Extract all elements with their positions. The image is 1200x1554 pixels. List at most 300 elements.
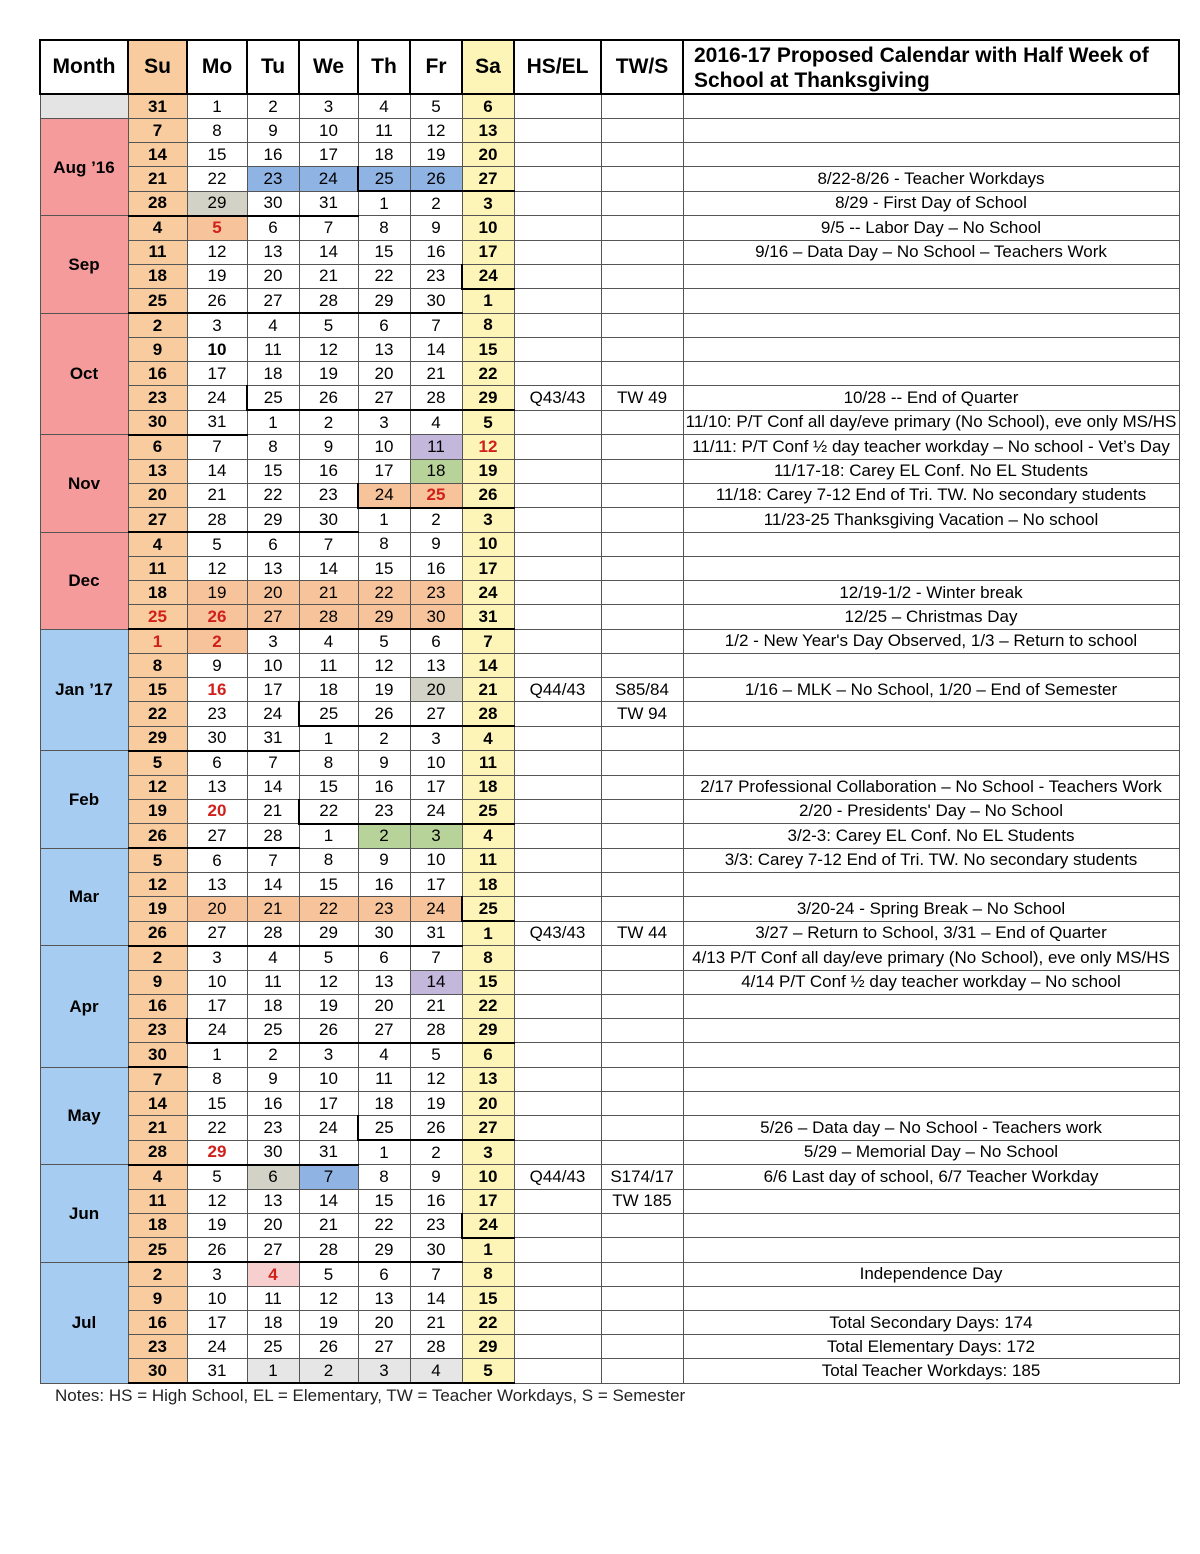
hs-el-cell <box>514 508 601 533</box>
month-label: Jun <box>40 1165 128 1263</box>
day-cell-tuesday: 23 <box>247 167 299 192</box>
day-cell-sunday: 15 <box>128 678 187 702</box>
hs-el-cell <box>514 362 601 386</box>
day-cell-monday: 8 <box>187 119 247 143</box>
day-cell-tuesday: 22 <box>247 483 299 508</box>
hs-el-cell <box>514 605 601 630</box>
event-note: 2/17 Professional Collaboration – No School - Teachers Work <box>683 775 1179 799</box>
day-cell-tuesday: 6 <box>247 1165 299 1190</box>
day-cell-sunday: 16 <box>128 994 187 1018</box>
day-cell-friday: 30 <box>410 1238 462 1263</box>
day-cell-thursday: 19 <box>358 678 410 702</box>
day-cell-sunday: 5 <box>128 848 187 873</box>
day-cell-sunday: 22 <box>128 702 187 727</box>
day-cell-tuesday: 20 <box>247 1213 299 1238</box>
tw-s-cell <box>601 410 683 435</box>
day-cell-wednesday: 18 <box>299 678 358 702</box>
day-cell-saturday: 5 <box>462 1359 514 1384</box>
month-label: Jul <box>40 1262 128 1383</box>
tw-s-cell <box>601 264 683 289</box>
day-cell-thursday: 1 <box>358 508 410 533</box>
week-row <box>40 1165 1179 1190</box>
day-cell-tuesday: 14 <box>247 873 299 897</box>
day-cell-saturday: 22 <box>462 994 514 1018</box>
day-cell-thursday: 17 <box>358 459 410 483</box>
day-cell-friday: 14 <box>410 338 462 362</box>
day-cell-tuesday: 29 <box>247 508 299 533</box>
day-cell-sunday: 23 <box>128 1018 187 1043</box>
day-cell-monday: 29 <box>187 1140 247 1165</box>
day-cell-sunday: 2 <box>128 313 187 338</box>
day-cell-sunday: 4 <box>128 532 187 557</box>
event-note <box>683 1092 1179 1116</box>
week-row <box>40 1092 1179 1116</box>
day-cell-tuesday: 4 <box>247 313 299 338</box>
event-note: 10/28 -- End of Quarter <box>683 386 1179 411</box>
day-cell-friday: 7 <box>410 946 462 971</box>
day-cell-tuesday: 13 <box>247 240 299 264</box>
day-cell-saturday: 20 <box>462 143 514 167</box>
day-cell-sunday: 14 <box>128 1092 187 1116</box>
month-label: Dec <box>40 532 128 629</box>
header-sunday: Su <box>128 40 187 94</box>
day-cell-monday: 1 <box>187 94 247 119</box>
footnote: Notes: HS = High School, EL = Elementary, TW = Teacher Workdays, S = Semester <box>55 1386 686 1405</box>
hs-el-cell <box>514 654 601 678</box>
day-cell-friday: 30 <box>410 289 462 314</box>
day-cell-wednesday: 3 <box>299 94 358 119</box>
week-row <box>40 1238 1179 1263</box>
hs-el-cell <box>514 824 601 849</box>
day-cell-saturday: 10 <box>462 216 514 241</box>
day-cell-thursday: 20 <box>358 1311 410 1335</box>
day-cell-monday: 24 <box>187 1335 247 1359</box>
day-cell-tuesday: 28 <box>247 824 299 849</box>
day-cell-monday: 30 <box>187 726 247 751</box>
week-row <box>40 557 1179 581</box>
event-note <box>683 119 1179 143</box>
day-cell-saturday: 8 <box>462 946 514 971</box>
tw-s-cell <box>601 313 683 338</box>
day-cell-wednesday: 23 <box>299 483 358 508</box>
day-cell-wednesday: 26 <box>299 386 358 411</box>
day-cell-friday: 10 <box>410 751 462 776</box>
day-cell-sunday: 4 <box>128 216 187 241</box>
day-cell-friday: 12 <box>410 119 462 143</box>
day-cell-friday: 5 <box>410 1043 462 1068</box>
day-cell-friday: 3 <box>410 824 462 849</box>
day-cell-thursday: 29 <box>358 289 410 314</box>
tw-s-cell <box>601 629 683 654</box>
day-cell-thursday: 25 <box>358 1116 410 1141</box>
day-cell-wednesday: 9 <box>299 435 358 460</box>
day-cell-wednesday: 12 <box>299 970 358 994</box>
day-cell-wednesday: 8 <box>299 751 358 776</box>
day-cell-tuesday: 27 <box>247 289 299 314</box>
day-cell-friday: 24 <box>410 799 462 824</box>
day-cell-thursday: 9 <box>358 751 410 776</box>
month-label: Aug ’16 <box>40 119 128 216</box>
day-cell-saturday: 4 <box>462 824 514 849</box>
week-row <box>40 435 1179 460</box>
tw-s-cell <box>601 483 683 508</box>
hs-el-cell <box>514 775 601 799</box>
tw-s-cell <box>601 143 683 167</box>
event-note <box>683 1238 1179 1263</box>
event-note: 9/5 -- Labor Day – No School <box>683 216 1179 241</box>
week-row <box>40 362 1179 386</box>
tw-s-cell <box>601 605 683 630</box>
week-row <box>40 289 1179 314</box>
hs-el-cell <box>514 994 601 1018</box>
week-row <box>40 1067 1179 1092</box>
day-cell-friday: 19 <box>410 143 462 167</box>
day-cell-friday: 3 <box>410 726 462 751</box>
month-label: Apr <box>40 946 128 1068</box>
week-row <box>40 167 1179 192</box>
week-row <box>40 994 1179 1018</box>
day-cell-wednesday: 29 <box>299 921 358 946</box>
month-label: Oct <box>40 313 128 435</box>
day-cell-friday: 2 <box>410 508 462 533</box>
week-row <box>40 1116 1179 1141</box>
day-cell-saturday: 15 <box>462 338 514 362</box>
day-cell-sunday: 18 <box>128 264 187 289</box>
day-cell-tuesday: 27 <box>247 605 299 630</box>
header-friday: Fr <box>410 40 462 94</box>
day-cell-tuesday: 24 <box>247 702 299 727</box>
day-cell-tuesday: 18 <box>247 362 299 386</box>
day-cell-sunday: 21 <box>128 1116 187 1141</box>
week-row <box>40 191 1179 216</box>
day-cell-monday: 15 <box>187 143 247 167</box>
day-cell-tuesday: 6 <box>247 532 299 557</box>
day-cell-sunday: 25 <box>128 605 187 630</box>
hs-el-cell <box>514 1092 601 1116</box>
hs-el-cell <box>514 1262 601 1287</box>
day-cell-monday: 26 <box>187 605 247 630</box>
day-cell-thursday: 15 <box>358 557 410 581</box>
week-row <box>40 1359 1179 1384</box>
day-cell-friday: 7 <box>410 313 462 338</box>
event-note <box>683 94 1179 119</box>
day-cell-tuesday: 30 <box>247 1140 299 1165</box>
week-row <box>40 532 1179 557</box>
day-cell-monday: 12 <box>187 1189 247 1213</box>
day-cell-monday: 3 <box>187 1262 247 1287</box>
hs-el-cell <box>514 459 601 483</box>
tw-s-cell <box>601 654 683 678</box>
day-cell-friday: 16 <box>410 557 462 581</box>
tw-s-cell <box>601 994 683 1018</box>
day-cell-tuesday: 1 <box>247 410 299 435</box>
week-row <box>40 799 1179 824</box>
day-cell-sunday: 7 <box>128 119 187 143</box>
tw-s-cell <box>601 191 683 216</box>
week-row <box>40 848 1179 873</box>
day-cell-wednesday: 2 <box>299 410 358 435</box>
day-cell-tuesday: 18 <box>247 994 299 1018</box>
day-cell-wednesday: 12 <box>299 1287 358 1311</box>
day-cell-sunday: 29 <box>128 726 187 751</box>
calendar-body <box>40 94 1179 1383</box>
hs-el-cell <box>514 532 601 557</box>
event-note: 11/10: P/T Conf all day/eve primary (No School), eve only MS/HS <box>683 410 1179 435</box>
day-cell-wednesday: 1 <box>299 824 358 849</box>
week-row <box>40 386 1179 411</box>
week-row <box>40 1140 1179 1165</box>
event-note: 12/25 – Christmas Day <box>683 605 1179 630</box>
day-cell-thursday: 6 <box>358 946 410 971</box>
hs-el-cell <box>514 557 601 581</box>
day-cell-saturday: 6 <box>462 94 514 119</box>
day-cell-thursday: 2 <box>358 726 410 751</box>
tw-s-cell <box>601 1067 683 1092</box>
event-note: 5/26 – Data day – No School - Teachers work <box>683 1116 1179 1141</box>
day-cell-monday: 12 <box>187 557 247 581</box>
day-cell-thursday: 22 <box>358 264 410 289</box>
tw-s-cell <box>601 1116 683 1141</box>
week-row <box>40 459 1179 483</box>
week-row <box>40 702 1179 727</box>
day-cell-saturday: 29 <box>462 1018 514 1043</box>
day-cell-wednesday: 7 <box>299 1165 358 1190</box>
hs-el-cell <box>514 240 601 264</box>
calendar-table <box>39 39 1180 1384</box>
day-cell-thursday: 20 <box>358 362 410 386</box>
day-cell-saturday: 15 <box>462 970 514 994</box>
event-note: 3/3: Carey 7-12 End of Tri. TW. No secondary students <box>683 848 1179 873</box>
event-note: 1/16 – MLK – No School, 1/20 – End of Semester <box>683 678 1179 702</box>
day-cell-monday: 8 <box>187 1067 247 1092</box>
day-cell-wednesday: 21 <box>299 264 358 289</box>
day-cell-friday: 23 <box>410 1213 462 1238</box>
day-cell-saturday: 29 <box>462 386 514 411</box>
header-hs-el: HS/EL <box>514 40 601 94</box>
day-cell-tuesday: 21 <box>247 799 299 824</box>
day-cell-saturday: 17 <box>462 557 514 581</box>
day-cell-thursday: 8 <box>358 216 410 241</box>
day-cell-saturday: 7 <box>462 629 514 654</box>
day-cell-saturday: 25 <box>462 799 514 824</box>
day-cell-thursday: 30 <box>358 921 410 946</box>
tw-s-cell <box>601 1018 683 1043</box>
day-cell-monday: 10 <box>187 1287 247 1311</box>
day-cell-sunday: 14 <box>128 143 187 167</box>
day-cell-tuesday: 4 <box>247 946 299 971</box>
day-cell-sunday: 19 <box>128 799 187 824</box>
day-cell-thursday: 4 <box>358 1043 410 1068</box>
day-cell-monday: 13 <box>187 775 247 799</box>
day-cell-friday: 26 <box>410 167 462 192</box>
day-cell-sunday: 23 <box>128 1335 187 1359</box>
hs-el-cell: Q43/43 <box>514 386 601 411</box>
day-cell-wednesday: 26 <box>299 1335 358 1359</box>
event-note <box>683 1018 1179 1043</box>
header-wednesday: We <box>299 40 358 94</box>
day-cell-saturday: 24 <box>462 264 514 289</box>
hs-el-cell <box>514 483 601 508</box>
day-cell-friday: 4 <box>410 1359 462 1384</box>
day-cell-tuesday: 17 <box>247 678 299 702</box>
day-cell-saturday: 6 <box>462 1043 514 1068</box>
day-cell-sunday: 13 <box>128 459 187 483</box>
tw-s-cell <box>601 216 683 241</box>
day-cell-tuesday: 11 <box>247 970 299 994</box>
tw-s-cell <box>601 338 683 362</box>
day-cell-saturday: 18 <box>462 873 514 897</box>
day-cell-wednesday: 14 <box>299 557 358 581</box>
day-cell-wednesday: 7 <box>299 216 358 241</box>
day-cell-monday: 21 <box>187 483 247 508</box>
week-row <box>40 678 1179 702</box>
day-cell-saturday: 17 <box>462 240 514 264</box>
day-cell-sunday: 28 <box>128 191 187 216</box>
day-cell-monday: 22 <box>187 1116 247 1141</box>
day-cell-friday: 13 <box>410 654 462 678</box>
day-cell-tuesday: 7 <box>247 751 299 776</box>
tw-s-cell <box>601 94 683 119</box>
event-note: Total Secondary Days: 174 <box>683 1311 1179 1335</box>
day-cell-monday: 20 <box>187 897 247 922</box>
day-cell-wednesday: 17 <box>299 143 358 167</box>
day-cell-friday: 31 <box>410 921 462 946</box>
hs-el-cell <box>514 702 601 727</box>
day-cell-wednesday: 25 <box>299 702 358 727</box>
week-row <box>40 94 1179 119</box>
day-cell-friday: 10 <box>410 848 462 873</box>
day-cell-monday: 20 <box>187 799 247 824</box>
hs-el-cell <box>514 410 601 435</box>
header-row <box>40 40 1179 94</box>
day-cell-friday: 5 <box>410 94 462 119</box>
hs-el-cell <box>514 1287 601 1311</box>
day-cell-monday: 15 <box>187 1092 247 1116</box>
tw-s-cell <box>601 1213 683 1238</box>
header-saturday: Sa <box>462 40 514 94</box>
day-cell-monday: 17 <box>187 1311 247 1335</box>
day-cell-sunday: 20 <box>128 483 187 508</box>
day-cell-wednesday: 24 <box>299 167 358 192</box>
hs-el-cell <box>514 338 601 362</box>
tw-s-cell: TW 44 <box>601 921 683 946</box>
week-row <box>40 751 1179 776</box>
day-cell-monday: 2 <box>187 629 247 654</box>
day-cell-tuesday: 20 <box>247 581 299 605</box>
day-cell-thursday: 3 <box>358 410 410 435</box>
day-cell-thursday: 26 <box>358 702 410 727</box>
day-cell-thursday: 2 <box>358 824 410 849</box>
hs-el-cell <box>514 1067 601 1092</box>
tw-s-cell <box>601 508 683 533</box>
week-row <box>40 119 1179 143</box>
day-cell-sunday: 26 <box>128 921 187 946</box>
day-cell-saturday: 20 <box>462 1092 514 1116</box>
day-cell-thursday: 9 <box>358 848 410 873</box>
day-cell-tuesday: 31 <box>247 726 299 751</box>
day-cell-saturday: 18 <box>462 775 514 799</box>
day-cell-monday: 16 <box>187 678 247 702</box>
day-cell-friday: 14 <box>410 970 462 994</box>
day-cell-monday: 5 <box>187 532 247 557</box>
day-cell-saturday: 13 <box>462 119 514 143</box>
hs-el-cell <box>514 1116 601 1141</box>
day-cell-saturday: 14 <box>462 654 514 678</box>
day-cell-friday: 24 <box>410 897 462 922</box>
day-cell-tuesday: 9 <box>247 119 299 143</box>
day-cell-saturday: 1 <box>462 921 514 946</box>
day-cell-wednesday: 31 <box>299 1140 358 1165</box>
day-cell-sunday: 6 <box>128 435 187 460</box>
day-cell-friday: 23 <box>410 264 462 289</box>
day-cell-friday: 16 <box>410 240 462 264</box>
tw-s-cell <box>601 1140 683 1165</box>
header-month: Month <box>40 40 128 94</box>
day-cell-sunday: 4 <box>128 1165 187 1190</box>
day-cell-thursday: 27 <box>358 1335 410 1359</box>
day-cell-saturday: 27 <box>462 167 514 192</box>
day-cell-saturday: 11 <box>462 848 514 873</box>
event-note: 8/22-8/26 - Teacher Workdays <box>683 167 1179 192</box>
day-cell-tuesday: 21 <box>247 897 299 922</box>
day-cell-saturday: 31 <box>462 605 514 630</box>
day-cell-monday: 19 <box>187 581 247 605</box>
week-row <box>40 654 1179 678</box>
day-cell-saturday: 3 <box>462 191 514 216</box>
day-cell-sunday: 21 <box>128 167 187 192</box>
day-cell-wednesday: 4 <box>299 629 358 654</box>
header-tw-s: TW/S <box>601 40 683 94</box>
day-cell-wednesday: 5 <box>299 313 358 338</box>
week-row <box>40 1287 1179 1311</box>
day-cell-sunday: 16 <box>128 362 187 386</box>
day-cell-sunday: 11 <box>128 1189 187 1213</box>
header-tuesday: Tu <box>247 40 299 94</box>
tw-s-cell <box>601 581 683 605</box>
day-cell-sunday: 5 <box>128 751 187 776</box>
day-cell-saturday: 21 <box>462 678 514 702</box>
day-cell-wednesday: 7 <box>299 532 358 557</box>
day-cell-wednesday: 31 <box>299 191 358 216</box>
day-cell-monday: 31 <box>187 410 247 435</box>
tw-s-cell <box>601 289 683 314</box>
day-cell-wednesday: 28 <box>299 1238 358 1263</box>
hs-el-cell <box>514 581 601 605</box>
day-cell-saturday: 27 <box>462 1116 514 1141</box>
day-cell-wednesday: 22 <box>299 799 358 824</box>
hs-el-cell <box>514 1335 601 1359</box>
day-cell-saturday: 5 <box>462 410 514 435</box>
day-cell-tuesday: 30 <box>247 191 299 216</box>
week-row <box>40 508 1179 533</box>
day-cell-sunday: 2 <box>128 946 187 971</box>
day-cell-wednesday: 5 <box>299 1262 358 1287</box>
day-cell-thursday: 8 <box>358 1165 410 1190</box>
event-note: 8/29 - First Day of School <box>683 191 1179 216</box>
tw-s-cell <box>601 1043 683 1068</box>
day-cell-thursday: 16 <box>358 873 410 897</box>
day-cell-thursday: 1 <box>358 1140 410 1165</box>
tw-s-cell <box>601 824 683 849</box>
day-cell-saturday: 3 <box>462 508 514 533</box>
day-cell-wednesday: 14 <box>299 240 358 264</box>
day-cell-monday: 1 <box>187 1043 247 1068</box>
day-cell-friday: 19 <box>410 1092 462 1116</box>
day-cell-wednesday: 10 <box>299 1067 358 1092</box>
week-row <box>40 483 1179 508</box>
day-cell-tuesday: 18 <box>247 1311 299 1335</box>
month-label: May <box>40 1067 128 1165</box>
